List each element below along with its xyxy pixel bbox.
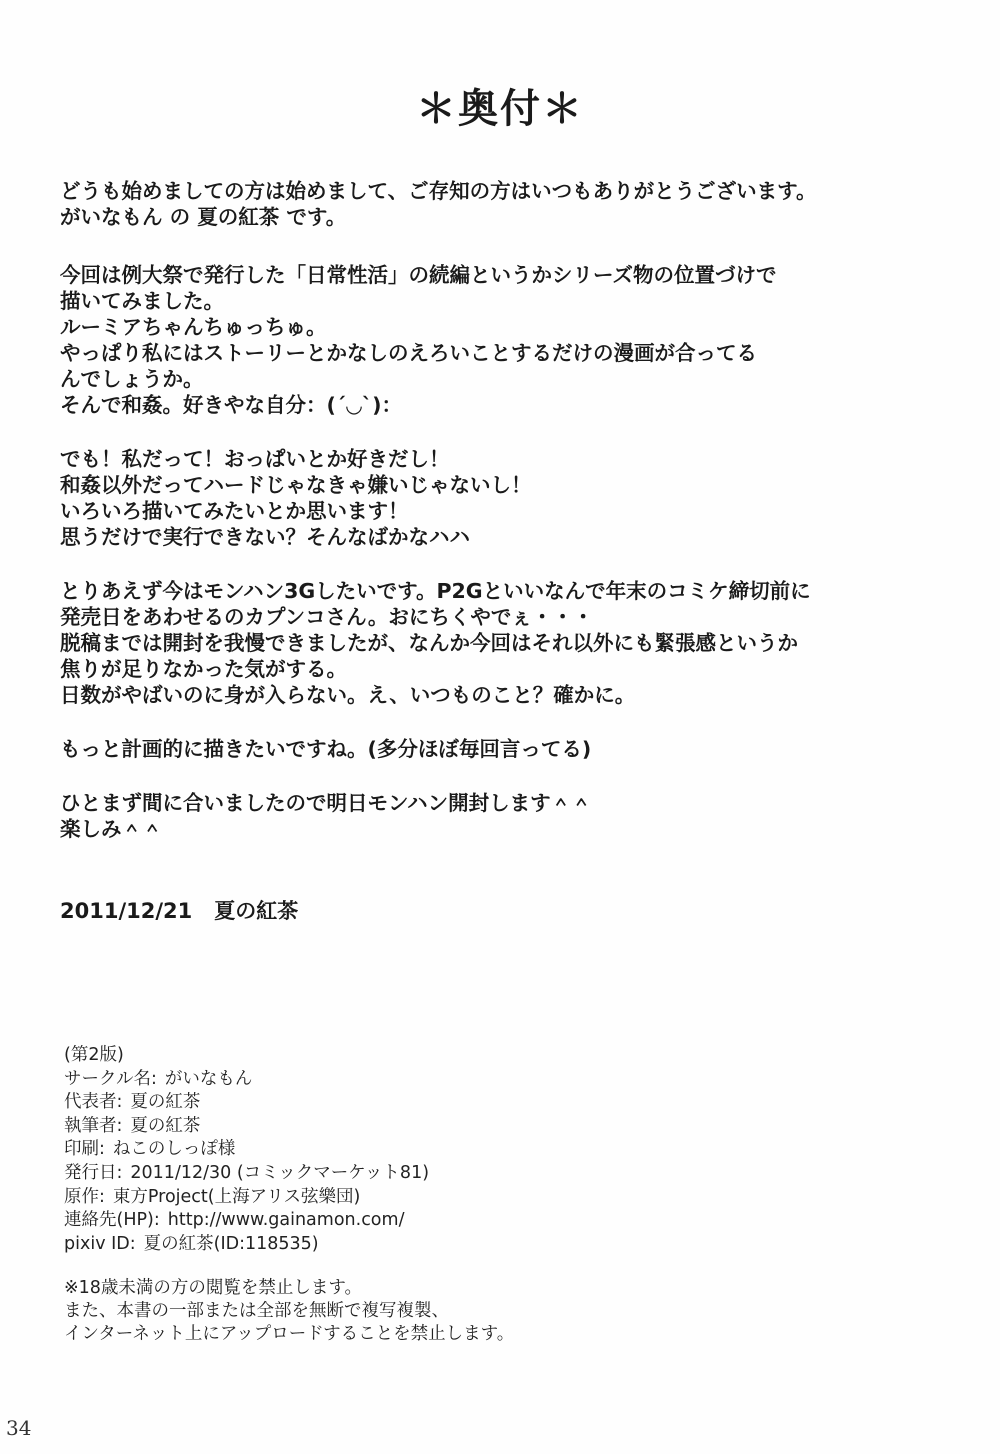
colophon-key: 代表者: — [64, 1092, 123, 1113]
afterword-paragraph-3 — [60, 446, 940, 550]
afterword-line: 発売日をあわせるのカプンコさん。おにちくやでぇ・・・ — [60, 605, 594, 629]
notice-line: ※18歳未満の方の閲覧を禁止します。 — [64, 1278, 363, 1298]
afterword-line: でも！私だって！おっぱいとか好きだし！ — [60, 447, 450, 471]
page-number: 34 — [6, 1416, 32, 1440]
signature-date: 2011/12/21 — [60, 899, 193, 923]
edition-label: (第2版) — [64, 1045, 124, 1065]
afterword-line: もっと計画的に描きたいですね。(多分ほぼ毎回言ってる) — [60, 737, 592, 761]
colophon-block — [64, 1044, 429, 1256]
afterword-line: 描いてみました。 — [60, 289, 224, 313]
colophon-row-pixiv — [64, 1233, 429, 1257]
afterword-line: 日数がやばいのに身が入らない。え、いつものこと？確かに。 — [60, 683, 636, 707]
colophon-row-original-work — [64, 1186, 429, 1210]
afterword-line: 脱稿までは開封を我慢できましたが、なんか今回はそれ以外にも緊張感というか — [60, 631, 798, 655]
afterword-line: 今回は例大祭で発行した「日常性活」の続編というかシリーズ物の位置づけで — [60, 263, 777, 287]
colophon-row-circle — [64, 1068, 429, 1092]
afterword-paragraph-6 — [60, 790, 940, 842]
colophon-key: 発行日: — [64, 1162, 123, 1183]
afterword-line: がいなもん の 夏の紅茶 です。 — [60, 205, 347, 229]
colophon-value: http://www.gainamon.com/ — [167, 1210, 405, 1231]
colophon-key: 連絡先(HP): — [64, 1210, 160, 1231]
colophon-value: 夏の紅茶 — [130, 1092, 201, 1113]
notice-line: インターネット上にアップロードすることを禁止します。 — [64, 1324, 515, 1344]
afterword-line: 思うだけで実行できない？そんなばかなハハ — [60, 525, 470, 549]
colophon-row-printer — [64, 1138, 429, 1162]
signature — [60, 897, 298, 925]
afterword-paragraph-5 — [60, 736, 940, 762]
afterword-line: やっぱり私にはストーリーとかなしのえろいことするだけの漫画が合ってる — [60, 341, 757, 365]
colophon-key: pixiv ID: — [64, 1233, 136, 1254]
colophon-row-representative — [64, 1091, 429, 1115]
colophon-value: 2011/12/30 (コミックマーケット81) — [130, 1162, 430, 1183]
afterword-line: 和姦以外だってハードじゃなきゃ嫌いじゃないし！ — [60, 473, 532, 497]
afterword-line: どうも始めましての方は始めまして、ご存知の方はいつもありがとうございます。 — [60, 179, 817, 203]
colophon-key: 印刷: — [64, 1139, 105, 1160]
signature-author: 夏の紅茶 — [214, 899, 299, 923]
afterword-line: とりあえず今はモンハン3Gしたいです。P2Gといいなんで年末のコミケ締切前に — [60, 579, 811, 603]
colophon-row-publish-date — [64, 1162, 429, 1186]
colophon-value: 夏の紅茶(ID:118535) — [143, 1233, 319, 1254]
afterword-line: 焦りが足りなかった気がする。 — [60, 657, 347, 681]
afterword-line: ひとまず間に合いましたので明日モンハン開封します＾＾ — [60, 791, 592, 815]
afterword-line: そんで和姦。好きやな自分：(´◡`)： — [60, 393, 403, 417]
afterword-line: いろいろ描いてみたいとか思います！ — [60, 499, 409, 523]
colophon-value: 東方Project(上海アリス弦樂団) — [112, 1186, 361, 1207]
colophon-key: 原作: — [64, 1186, 105, 1207]
afterword-line: ルーミアちゃんちゅっちゅ。 — [60, 315, 327, 339]
page-title: ＊奥付＊ — [416, 86, 584, 132]
legal-notice — [64, 1277, 514, 1346]
notice-line: また、本書の一部または全部を無断で複写複製、 — [64, 1301, 449, 1321]
colophon-value: がいなもん — [164, 1068, 253, 1089]
afterword-paragraph-2 — [60, 262, 940, 418]
afterword-paragraph-1 — [60, 178, 940, 230]
colophon-row-contact — [64, 1209, 429, 1233]
afterword-line: んでしょうか。 — [60, 367, 204, 391]
colophon-key: サークル名: — [64, 1068, 157, 1089]
afterword-line: 楽しみ＾＾ — [60, 817, 163, 841]
colophon-value: 夏の紅茶 — [130, 1115, 201, 1136]
colophon-key: 執筆者: — [64, 1115, 123, 1136]
colophon-row-writer — [64, 1115, 429, 1139]
afterword-paragraph-4 — [60, 578, 940, 708]
colophon-value: ねこのしっぽ様 — [112, 1139, 236, 1160]
